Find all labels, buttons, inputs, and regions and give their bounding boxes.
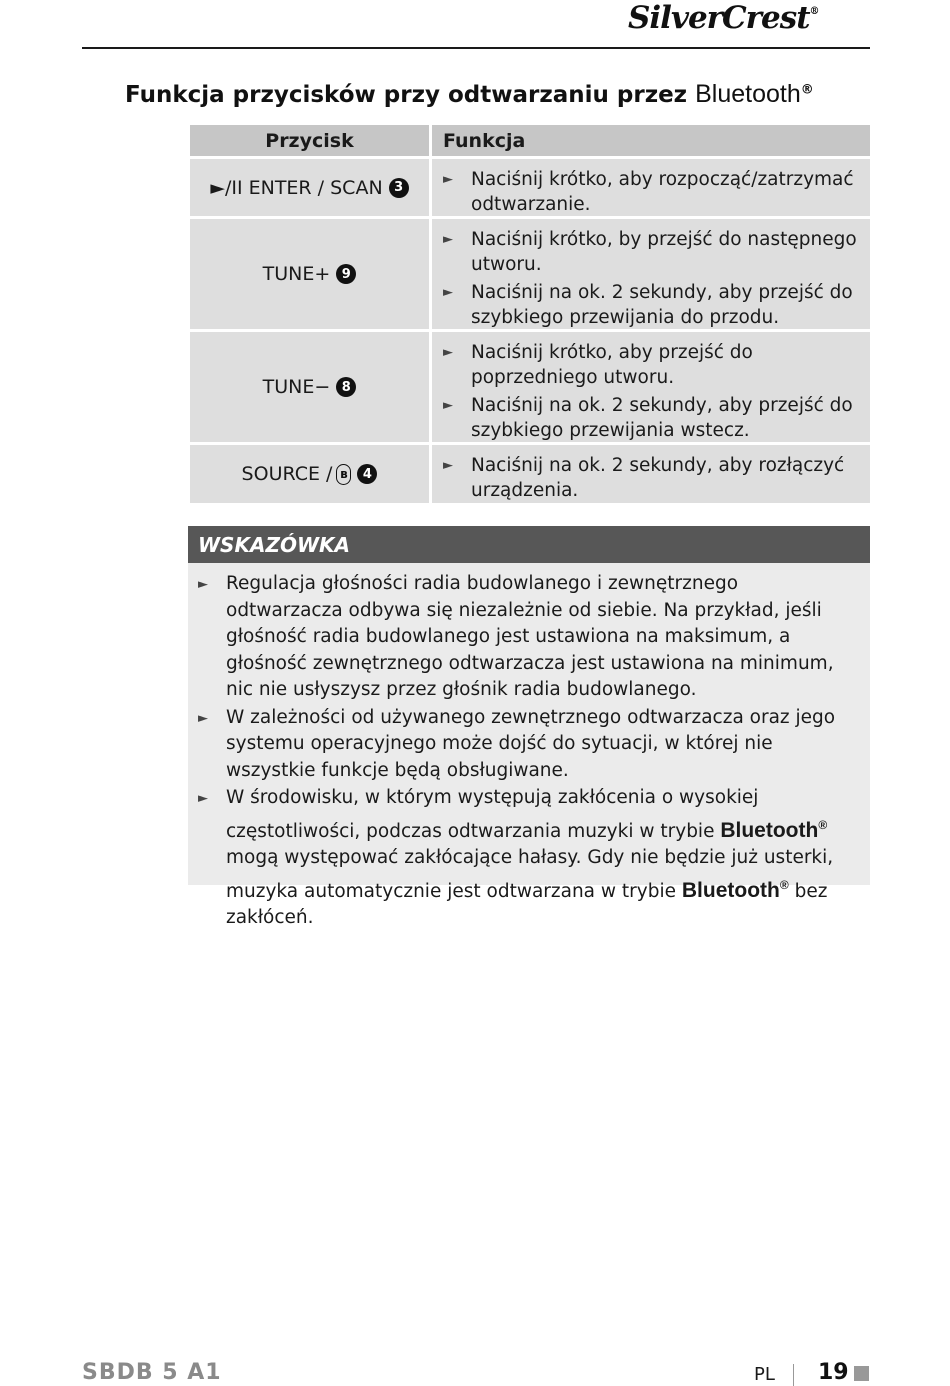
- button-label: TUNE−: [262, 376, 331, 398]
- arrow-right-icon: ►: [198, 577, 208, 592]
- number-badge: 3: [389, 178, 409, 198]
- function-text: Naciśnij krótko, by przejść do następnego utworu.: [471, 229, 857, 275]
- bluetooth-icon: ʙ: [336, 464, 351, 485]
- column-header-function: Funkcja: [443, 130, 526, 152]
- arrow-right-icon: ►: [443, 285, 453, 300]
- page-number: 19: [818, 1360, 849, 1385]
- note-text-part1: W środowisku, w którym występują zakłócenia o wysokiej częstotliwości, podczas odtwarzania muzyki w trybie: [226, 787, 759, 842]
- brand-logo: [628, 0, 873, 40]
- function-item: [443, 227, 862, 277]
- note-text-part2: mogą występować zakłócające hałasy. Gdy nie będzie już usterki, muzyka automatycznie jest odtwarzana w trybie: [226, 847, 834, 902]
- function-cell: [432, 219, 870, 329]
- number-badge: 4: [357, 464, 377, 484]
- footer-model: SBDB 5 A1: [82, 1360, 222, 1385]
- note-body: [188, 563, 870, 928]
- note-title: WSKAZÓWKA: [198, 533, 350, 557]
- footer-square-icon: [854, 1366, 869, 1381]
- number-badge: 9: [336, 264, 356, 284]
- arrow-right-icon: ►: [443, 398, 453, 413]
- button-label: TUNE+: [262, 263, 331, 285]
- note-text: W zależności od używanego zewnętrznego odtwarzacza oraz jego systemu operacyjnego może dojść do sytuacji, w której nie wszystkie funkcje będą obsługiwane.: [226, 706, 836, 781]
- section-title-bluetooth: Bluetooth: [695, 80, 801, 108]
- header-rule: [82, 47, 870, 49]
- function-item: [443, 280, 862, 330]
- section-title: [125, 80, 814, 109]
- note-item: [198, 705, 850, 785]
- arrow-right-icon: ►: [198, 791, 208, 806]
- note-header: [188, 526, 870, 563]
- button-cell: [190, 219, 429, 329]
- button-label: SOURCE /: [241, 463, 333, 485]
- bluetooth-reg: ®: [818, 817, 828, 832]
- note-item: [198, 571, 850, 704]
- function-item: [443, 167, 862, 217]
- bluetooth-word-text: Bluetooth: [681, 878, 780, 902]
- table-row: [190, 445, 870, 503]
- arrow-right-icon: ►: [443, 232, 453, 247]
- button-cell: [190, 159, 429, 216]
- button-cell: [190, 445, 429, 503]
- brand-registered-mark: ®: [809, 6, 819, 17]
- function-cell: [432, 159, 870, 216]
- function-text: Naciśnij krótko, aby rozpocząć/zatrzymać odtwarzanie.: [471, 169, 854, 215]
- function-text: Naciśnij na ok. 2 sekundy, aby przejść do szybkiego przewijania wstecz.: [471, 395, 853, 441]
- brand-name: SilverCrest: [628, 0, 810, 36]
- arrow-right-icon: ►: [443, 458, 453, 473]
- number-badge: 8: [336, 377, 356, 397]
- footer-language: PL: [754, 1364, 775, 1385]
- note-item: [198, 785, 850, 932]
- button-cell: [190, 332, 429, 442]
- arrow-right-icon: ►: [443, 345, 453, 360]
- note-text-part3: bez zakłóceń.: [226, 880, 828, 928]
- bluetooth-word: [682, 879, 789, 902]
- function-item: [443, 393, 862, 443]
- function-item: [443, 340, 862, 390]
- button-label: ►/II ENTER / SCAN: [210, 176, 383, 199]
- section-title-reg: ®: [800, 82, 814, 98]
- function-item: [443, 453, 862, 503]
- bluetooth-word: [720, 819, 827, 842]
- arrow-right-icon: ►: [443, 172, 453, 187]
- column-header-button: Przycisk: [265, 129, 354, 152]
- function-text: Naciśnij krótko, aby przejść do poprzedniego utworu.: [471, 342, 753, 388]
- section-title-text: Funkcja przycisków przy odtwarzaniu przez: [125, 82, 688, 108]
- table-row: [190, 332, 870, 442]
- bluetooth-word-text: Bluetooth: [720, 818, 819, 842]
- function-text: Naciśnij na ok. 2 sekundy, aby rozłączyć urządzenia.: [471, 455, 845, 501]
- table-row: [190, 159, 870, 216]
- bluetooth-reg: ®: [779, 877, 789, 892]
- footer-separator: [793, 1364, 794, 1386]
- arrow-right-icon: ►: [198, 710, 208, 726]
- function-cell: [432, 332, 870, 442]
- function-text: Naciśnij na ok. 2 sekundy, aby przejść do szybkiego przewijania do przodu.: [471, 282, 853, 328]
- function-cell: [432, 445, 870, 503]
- note-text: Regulacja głośności radia budowlanego i zewnętrznego odtwarzacza odbywa się niezależnie od siebie. Na przykład, jeśli głośność radia budowlanego jest ustawiona na maksimum, a głośność zewnętrznego odtwarzacza jest ustawiona na minimum, nic nie usłyszysz przez głośnik radia budowlanego.: [226, 573, 834, 700]
- table-header-row: [190, 125, 870, 156]
- table-row: [190, 219, 870, 329]
